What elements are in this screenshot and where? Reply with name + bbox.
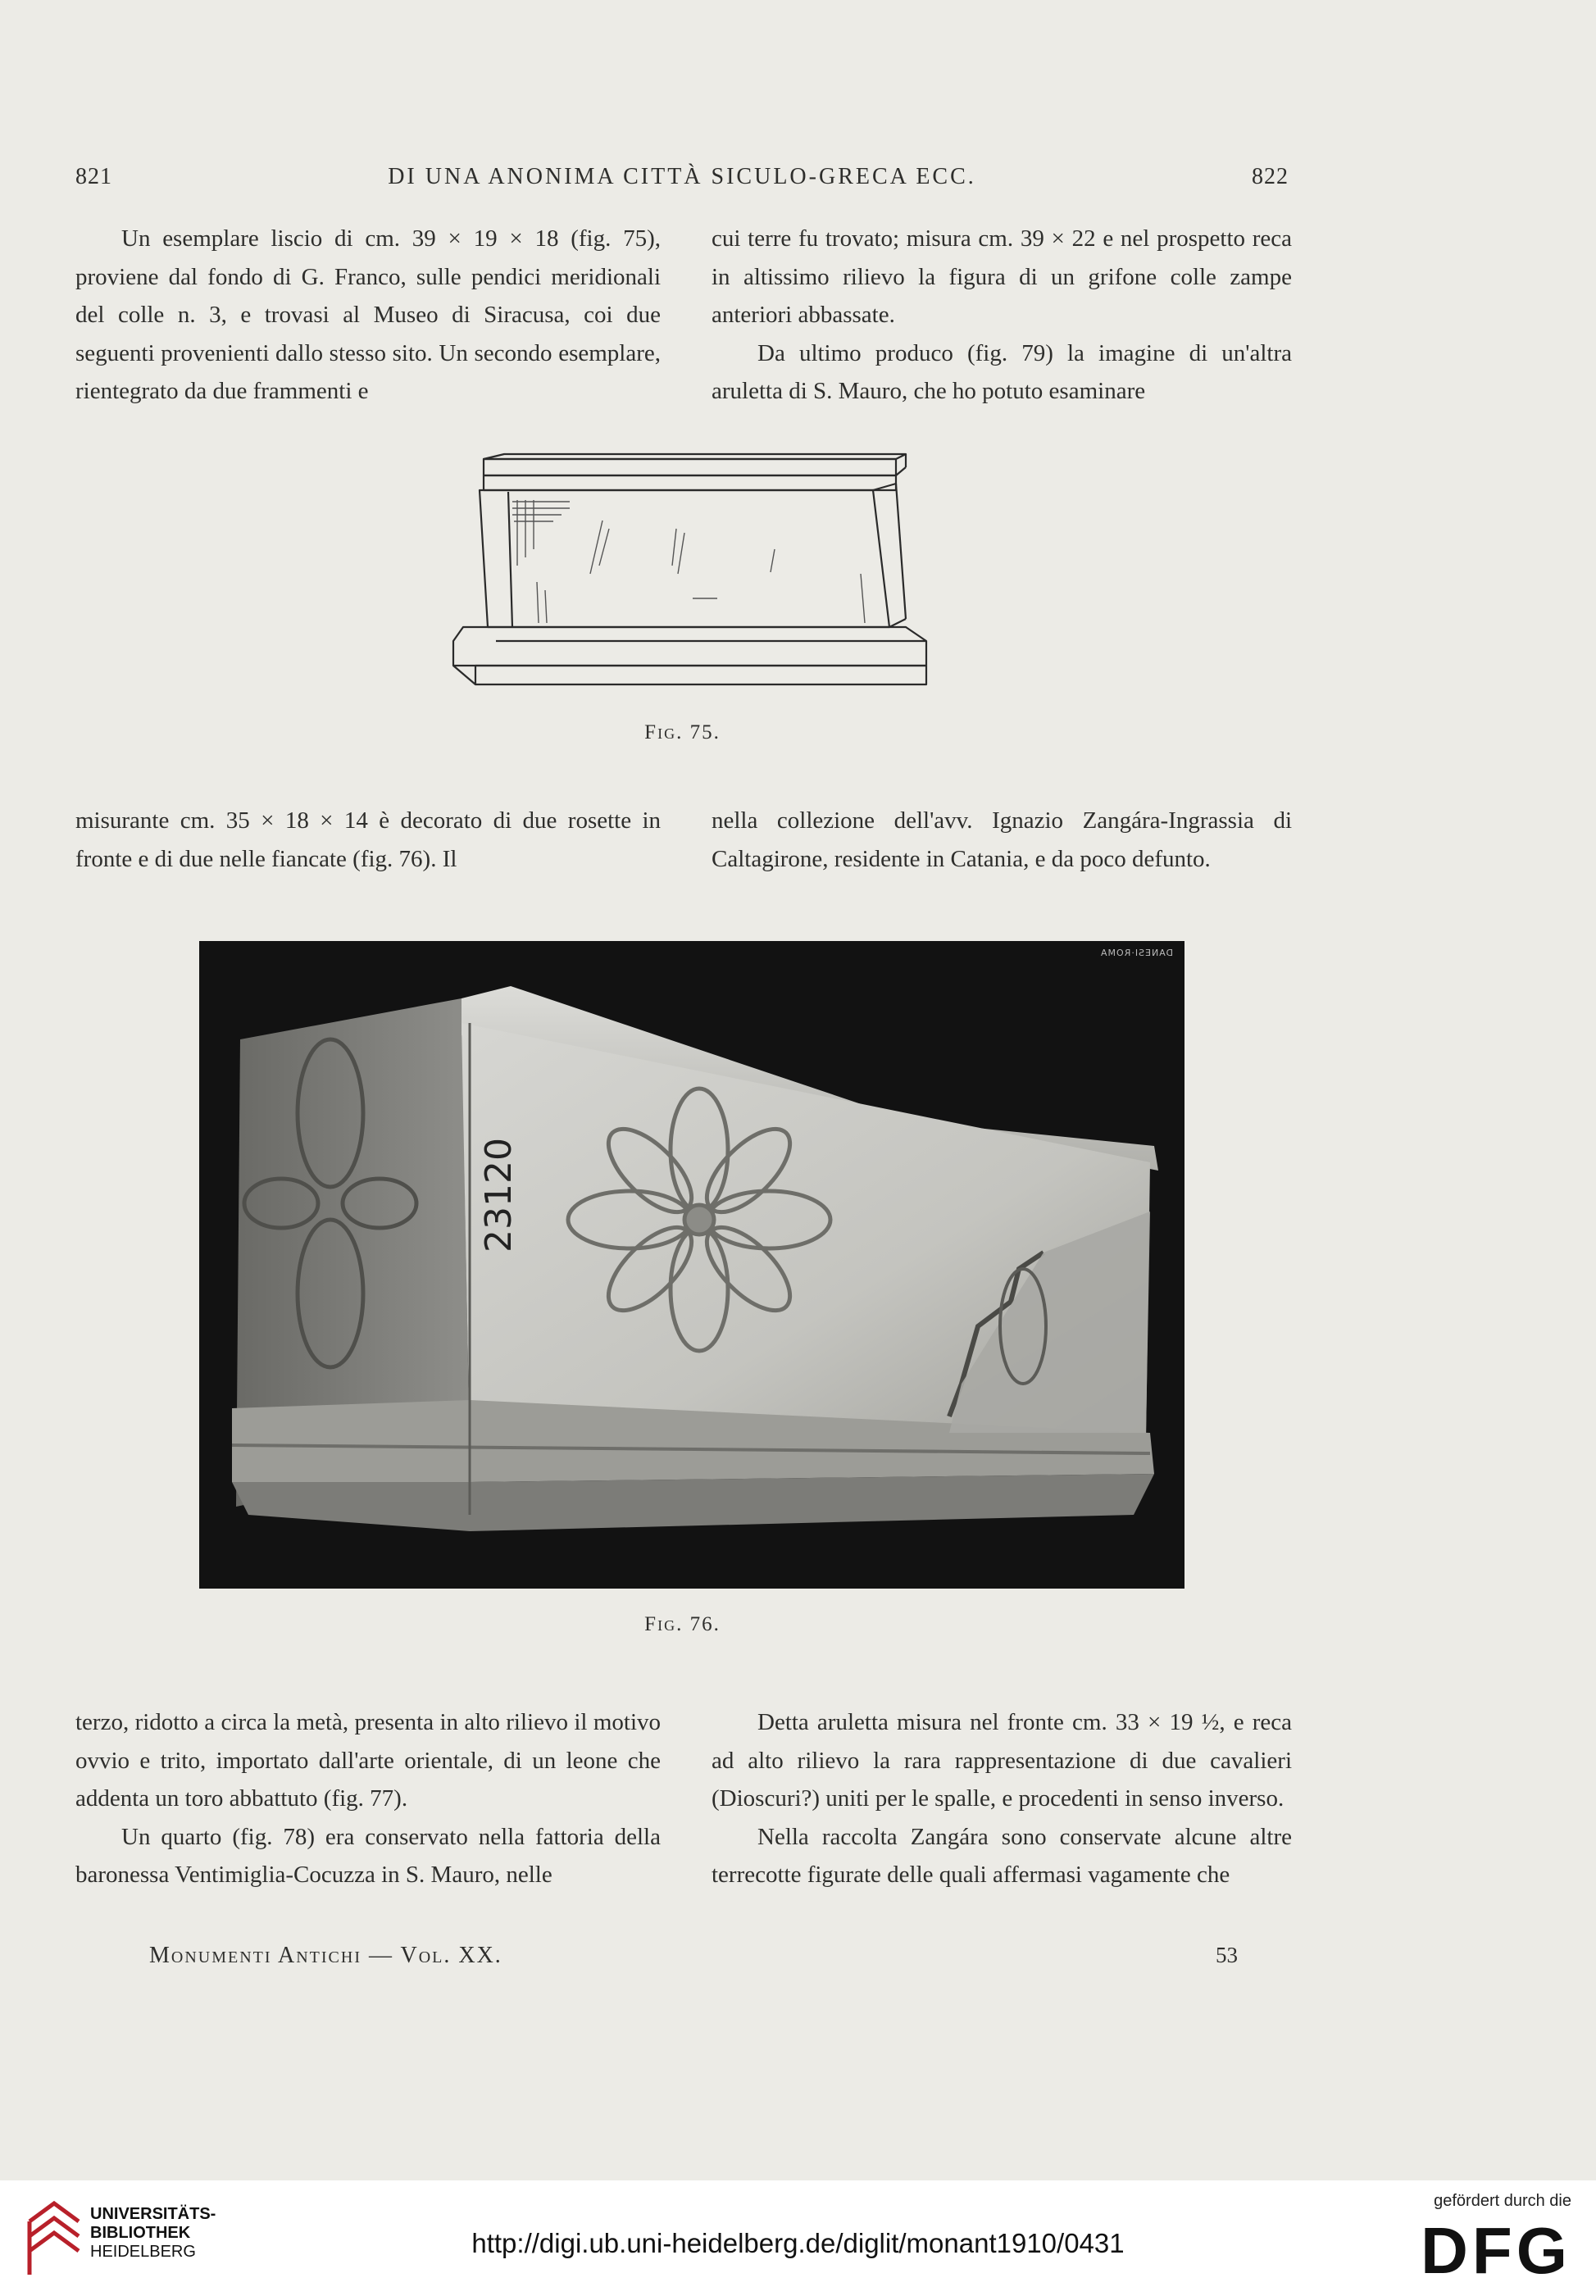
paragraph: misurante cm. 35 × 18 × 14 è decorato di due rosette in fronte e di due nelle fiancate (fig. 76). Il [75, 807, 661, 872]
inventory-number: 23120 [478, 1138, 520, 1253]
column-right-block3 [712, 1703, 1292, 1894]
figure-76-caption: Fig. 76. [644, 1613, 721, 1635]
page-number-right: 822 [1252, 164, 1289, 189]
paragraph: nella collezione dell'avv. Ignazio Zangára-Ingrassia di Caltagirone, residente in Catania, e da poco defunto. [712, 807, 1292, 872]
figure-76-photo [199, 941, 1184, 1589]
paragraph: Un quarto (fig. 78) era conservato nella fattoria della baronessa Ventimiglia-Cocuzza in S. Mauro, nelle [75, 1823, 661, 1888]
signature-mark: 53 [1216, 1943, 1238, 1967]
paragraph: Nella raccolta Zangára sono conservate alcune altre terrecotte figurate delle quali affermasi vagamente che [712, 1823, 1292, 1888]
paragraph: cui terre fu trovato; misura cm. 39 × 22 e nel prospetto reca in altissimo rilievo la figura di un grifone colle zampe anteriori abbassate. [712, 225, 1292, 328]
column-left-block3 [75, 1703, 661, 1894]
running-title: DI UNA ANONIMA CITTÀ SICULO-GRECA ECC. [388, 164, 976, 189]
library-line: HEIDELBERG [90, 2243, 196, 2261]
column-left-block2 [75, 802, 661, 878]
altar-photograph [199, 941, 1184, 1589]
library-line: UNIVERSITÄTS- [90, 2205, 216, 2223]
column-left-block1 [75, 220, 661, 411]
page-number-left: 821 [75, 164, 112, 189]
paragraph: Detta aruletta misura nel fronte cm. 33 × 19 ½, e reca ad alto rilievo la rara rappresentazione di due cavalieri (Dioscuri?) uniti per le spalle, e procedenti in senso inverso. [712, 1709, 1292, 1812]
figure-75-caption: Fig. 75. [644, 721, 721, 743]
paragraph: Un esemplare liscio di cm. 39 × 19 × 18 (fig. 75), proviene dal fondo di G. Franco, sulle pendici meridionali del colle n. 3, e trovasi al Museo di Siracusa, coi due seguenti provenienti dallo stesso sito. Un secondo esemplare, rientegrato da due frammenti e [75, 225, 661, 404]
column-right-block1 [712, 220, 1292, 411]
figure-75-drawing [447, 451, 934, 709]
dfg-logo[interactable]: DFG [1421, 2214, 1571, 2287]
series-footer: Monumenti Antichi — Vol. XX. [149, 1943, 502, 1968]
photographer-mark: DANESI·ROMA [1099, 948, 1173, 958]
permalink-url[interactable]: http://digi.ub.uni-heidelberg.de/diglit/monant1910/0431 [471, 2228, 1125, 2258]
paragraph: terzo, ridotto a circa la metà, presenta in alto rilievo il motivo ovvio e trito, importato dall'arte orientale, di un leone che addenta un toro abbattuto (fig. 77). [75, 1709, 661, 1812]
altar-line-drawing [447, 451, 934, 709]
funding-note: gefördert durch die [1434, 2192, 1571, 2210]
column-right-block2 [712, 802, 1292, 878]
running-header [75, 164, 1289, 197]
paragraph: Da ultimo produco (fig. 79) la imagine di un'altra aruletta di S. Mauro, che ho potuto esaminare [712, 339, 1292, 404]
library-line: BIBLIOTHEK [90, 2224, 191, 2242]
